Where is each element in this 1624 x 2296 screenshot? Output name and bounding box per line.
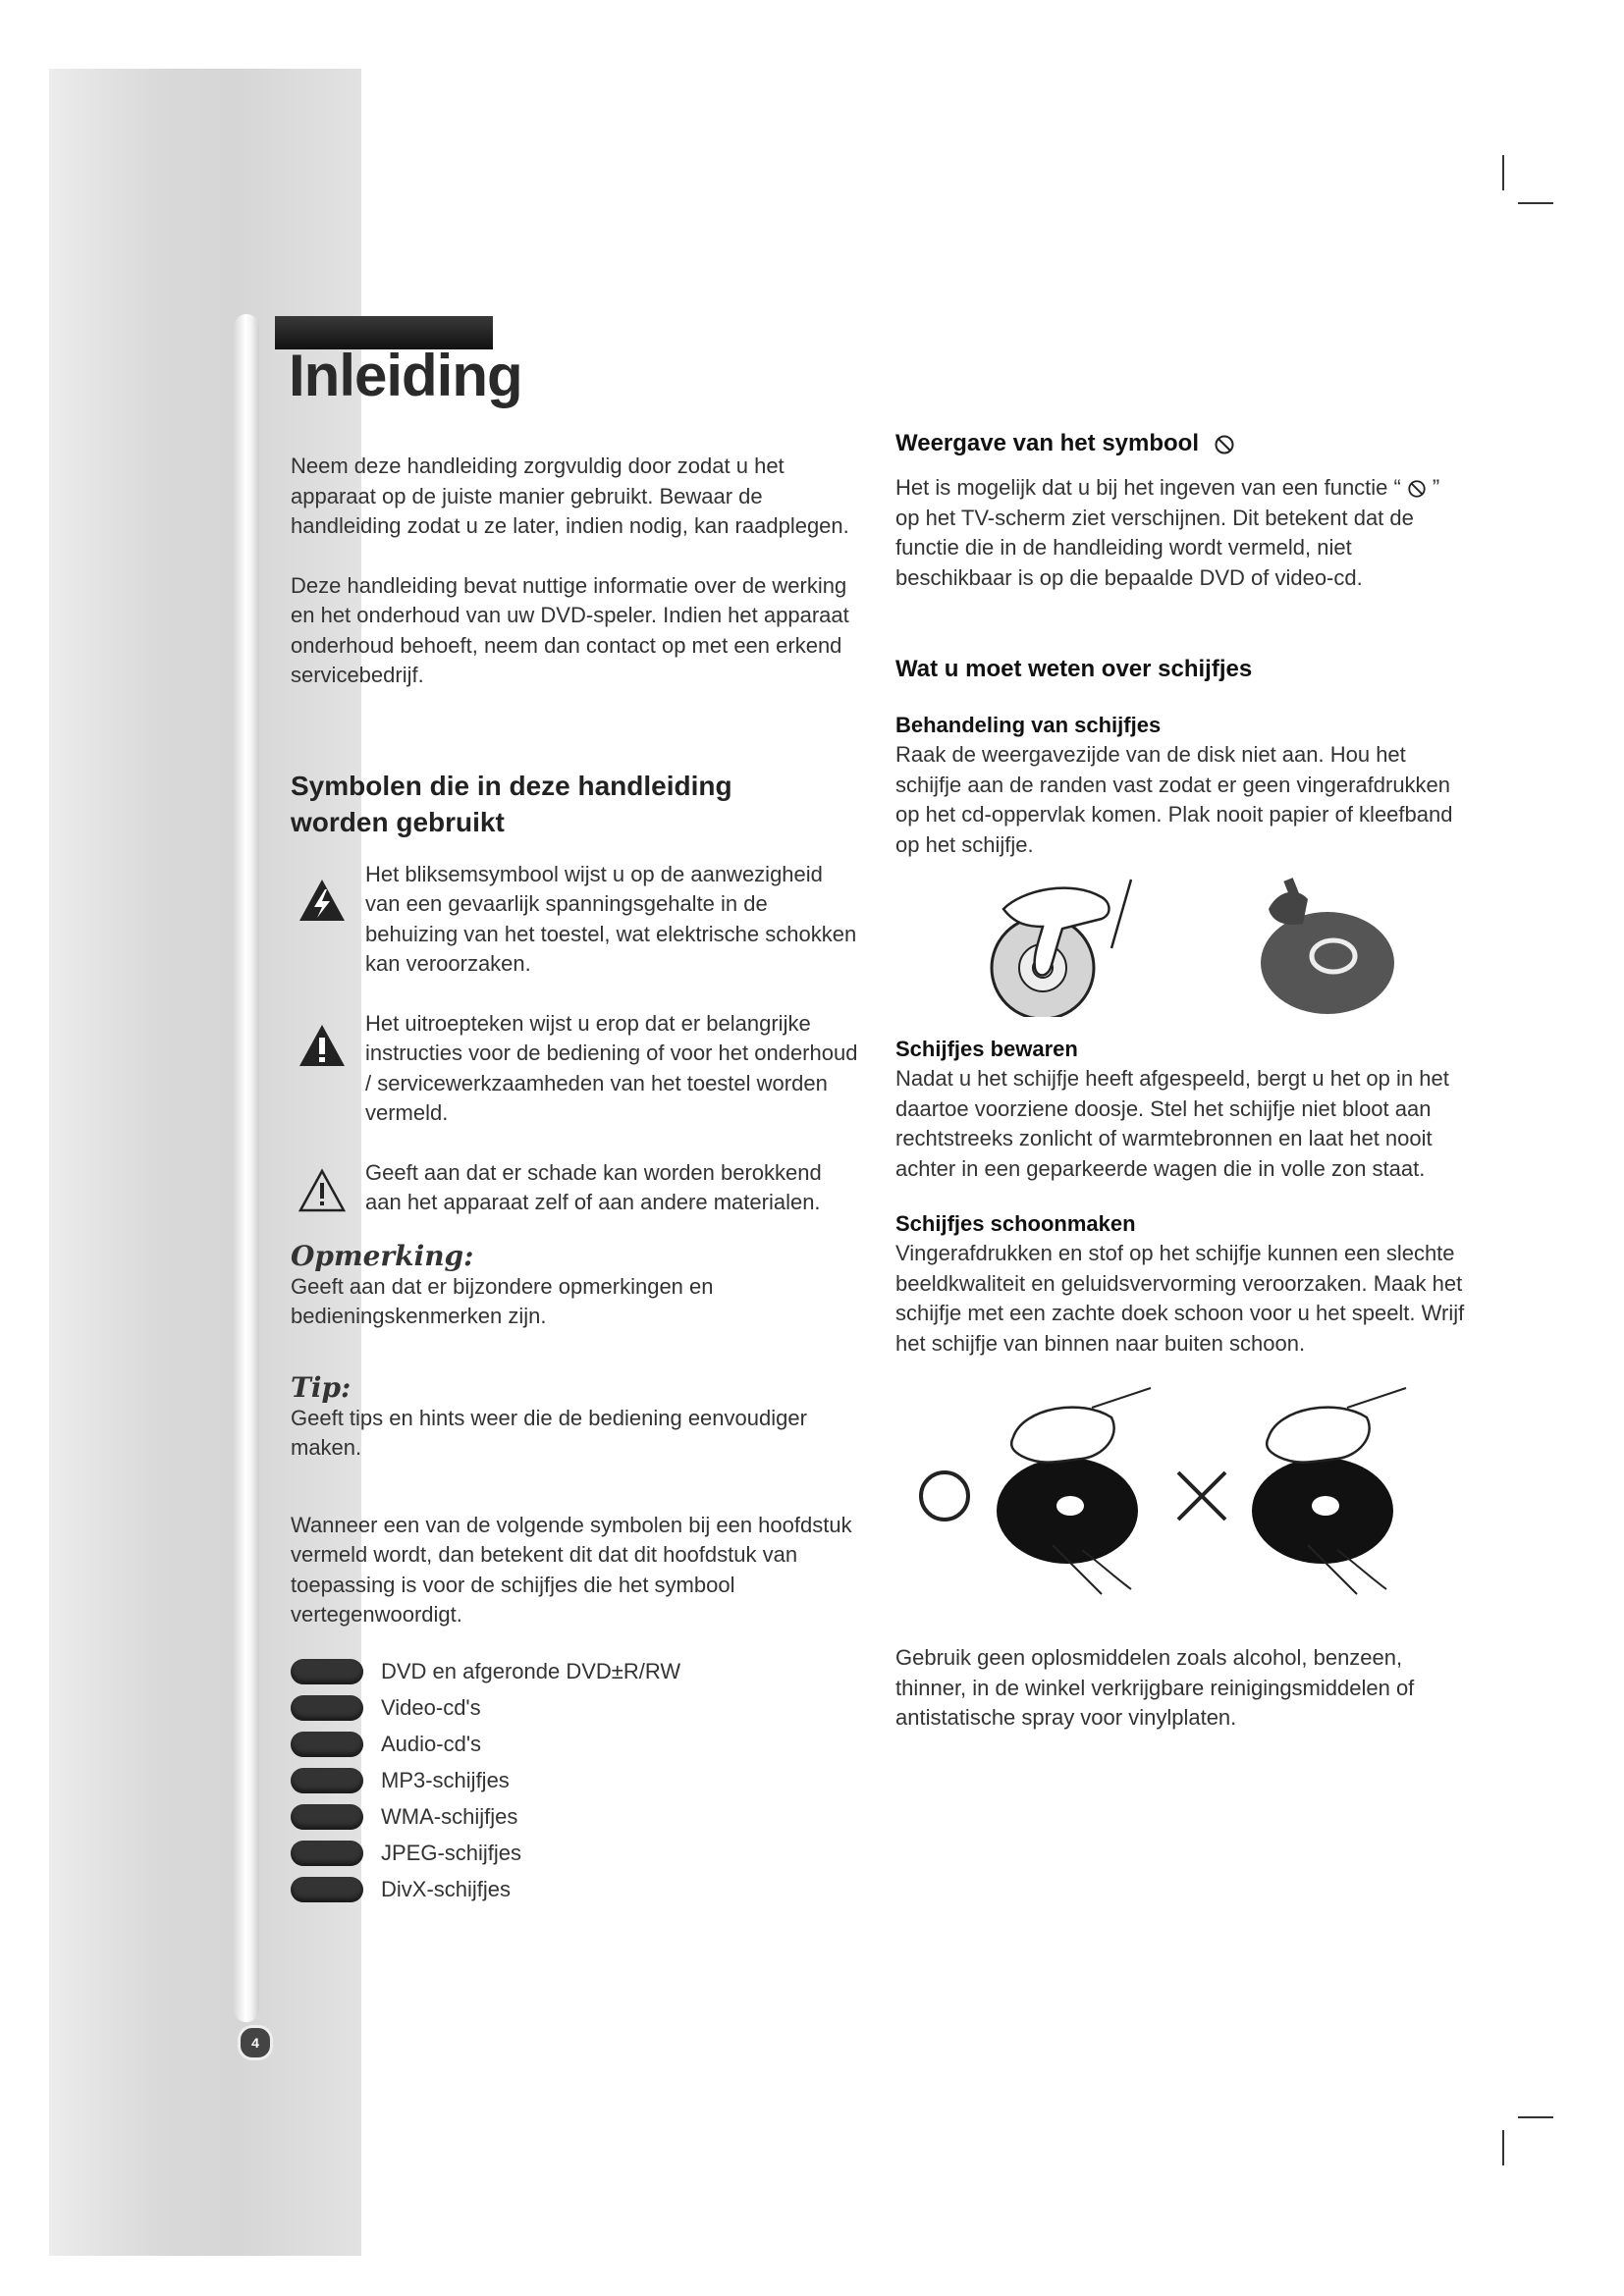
incorrect-x-icon — [1172, 1467, 1231, 1525]
disc-type-label: Audio-cd's — [381, 1732, 482, 1756]
disc-type-label: DivX-schijfjes — [381, 1877, 512, 1901]
disc-type-vcd — [291, 1690, 860, 1727]
disc-type-mp3 — [291, 1763, 860, 1799]
crop-mark-bottom-vertical — [1502, 2130, 1504, 2165]
disc-type-label: Video-cd's — [381, 1695, 481, 1720]
disc-type-label: MP3-schijfjes — [381, 1768, 510, 1792]
tip-text: Geeft tips en hints weer die de bediening eenvoudiger maken. — [291, 1405, 807, 1460]
disc-badge-icon — [291, 1768, 363, 1793]
disc-cleaning-illustration — [895, 1378, 1465, 1624]
left-column — [291, 452, 860, 1908]
crop-mark-top-horizontal — [1518, 202, 1553, 204]
disc-type-wma — [291, 1799, 860, 1836]
prohibited-icon — [1214, 434, 1235, 455]
left-decorative-rail — [234, 314, 259, 2022]
intro-paragraph-2: Deze handleiding bevat nuttige informatie over de werking en het onderhoud van uw DVD-speler. Indien het apparaat onderhoud behoeft, neem dan contact op met een erkend servicebedrijf. — [291, 572, 849, 687]
symbol-display-text — [895, 473, 1465, 593]
crop-mark-bottom-horizontal — [1518, 2116, 1553, 2118]
symbol-caution-row — [291, 1158, 860, 1218]
caution-outline-icon — [291, 1158, 353, 1213]
disc-type-acd — [291, 1727, 860, 1763]
disc-handling-illustration — [895, 870, 1465, 1027]
disc-badge-icon — [291, 1695, 363, 1721]
cleaning-heading: Schijfjes schoonmaken — [895, 1211, 1136, 1236]
symbol-lightning-row — [291, 860, 860, 980]
storing-text: Nadat u het schijfje heeft afgespeeld, bergt u het op in het daartoe voorziene doosje. Stel het schijfje niet bloot aan rechtstreeks zonlicht of warmtebronnen en laat het nooit achter in een geparkeerde wagen die in volle zon staat. — [895, 1066, 1449, 1181]
correct-circle-icon — [915, 1467, 974, 1525]
symbol-display-text-open: Het is mogelijk dat u bij het ingeven van een functie “ — [895, 475, 1401, 500]
disc-badge-icon — [291, 1732, 363, 1757]
page-number: 4 — [238, 2025, 273, 2060]
disc-type-label: DVD en afgeronde DVD±R/RW — [381, 1659, 681, 1683]
hand-edge-disc-icon — [1249, 870, 1406, 1017]
exclamation-warning-icon — [291, 1009, 353, 1068]
disc-badge-icon — [291, 1804, 363, 1830]
note-heading: Opmerking: — [291, 1239, 474, 1272]
solvents-text: Gebruik geen oplosmiddelen zoals alcohol, benzeen, thinner, in de winkel verkrijgbare reinigingsmiddelen of antistatische spray voor vinylplaten. — [895, 1645, 1415, 1730]
disc-type-label: WMA-schijfjes — [381, 1804, 518, 1829]
hand-holding-disc-icon — [964, 870, 1161, 1017]
page-title: Inleiding — [289, 343, 522, 408]
symbol-display-heading — [895, 428, 1465, 459]
crop-mark-top-vertical — [1502, 155, 1504, 190]
symbol-exclaim-row — [291, 1009, 860, 1129]
symbol-caution-text: Geeft aan dat er schade kan worden berokkend aan het apparaat zelf of aan andere materialen. — [365, 1159, 822, 1214]
right-column — [895, 428, 1465, 1734]
disc-type-jpeg — [291, 1836, 860, 1872]
disc-badge-icon — [291, 1659, 363, 1684]
discs-heading: Wat u moet weten over schijfjes — [895, 656, 1253, 682]
handling-text: Raak de weergavezijde van de disk niet aan. Hou het schijfje aan de randen vast zodat er geen vingerafdrukken op het cd-oppervlak komen. Plak nooit papier of kleefband op het schijfje. — [895, 742, 1453, 857]
chapter-symbols-text: Wanneer een van de volgende symbolen bij een hoofdstuk vermeld wordt, dan betekent dit dat dit hoofdstuk van toepassing is voor de schijfjes die het symbool vertegenwoordigt. — [291, 1512, 852, 1627]
disc-badge-icon — [291, 1841, 363, 1866]
symbol-exclaim-text: Het uitroepteken wijst u erop dat er belangrijke instructies voor de bediening of voor het onderhoud / servicewerkzaamheden van het toestel worden vermeld. — [365, 1010, 858, 1125]
disc-type-label: JPEG-schijfjes — [381, 1841, 522, 1865]
handling-heading: Behandeling van schijfjes — [895, 713, 1162, 737]
lightning-warning-icon — [291, 860, 353, 923]
intro-paragraph-1: Neem deze handleiding zorgvuldig door zodat u het apparaat op de juiste manier gebruikt. Bewaar de handleiding zodat u ze later, indien nodig, kan raadplegen. — [291, 454, 849, 538]
disc-type-list — [291, 1654, 860, 1908]
disc-badge-icon — [291, 1877, 363, 1902]
wipe-circular-disc-icon — [1249, 1378, 1416, 1604]
cleaning-text: Vingerafdrukken en stof op het schijfje kunnen een slechte beeldkwaliteit en geluidsvervorming veroorzaken. Maak het schijfje met een zachte doek schoon voor u het speelt. Wrijf het schijfje van binnen naar buiten schoon. — [895, 1241, 1465, 1356]
note-text: Geeft aan dat er bijzondere opmerkingen en bedieningskenmerken zijn. — [291, 1273, 714, 1328]
symbol-lightning-text: Het bliksemsymbool wijst u op de aanwezigheid van een gevaarlijk spanningsgehalte in de behuizing van het toestel, wat elektrische schokken kan veroorzaken. — [365, 861, 857, 976]
disc-type-dvd — [291, 1654, 860, 1690]
wipe-outward-disc-icon — [994, 1378, 1161, 1604]
tip-heading: Tip: — [291, 1370, 352, 1404]
storing-heading: Schijfjes bewaren — [895, 1037, 1078, 1061]
prohibited-inline-icon — [1407, 479, 1427, 499]
symbols-heading: Symbolen die in deze handleiding worden gebruikt — [291, 770, 732, 837]
symbol-display-heading-text: Weergave van het symbool — [895, 430, 1199, 456]
symbol-display-text-rest: ” op het TV-scherm ziet verschijnen. Dit betekent dat de functie die in de handleiding wordt vermeld, niet beschikbaar is op die bepaalde DVD of video-cd. — [895, 475, 1440, 590]
disc-type-divx — [291, 1872, 860, 1908]
